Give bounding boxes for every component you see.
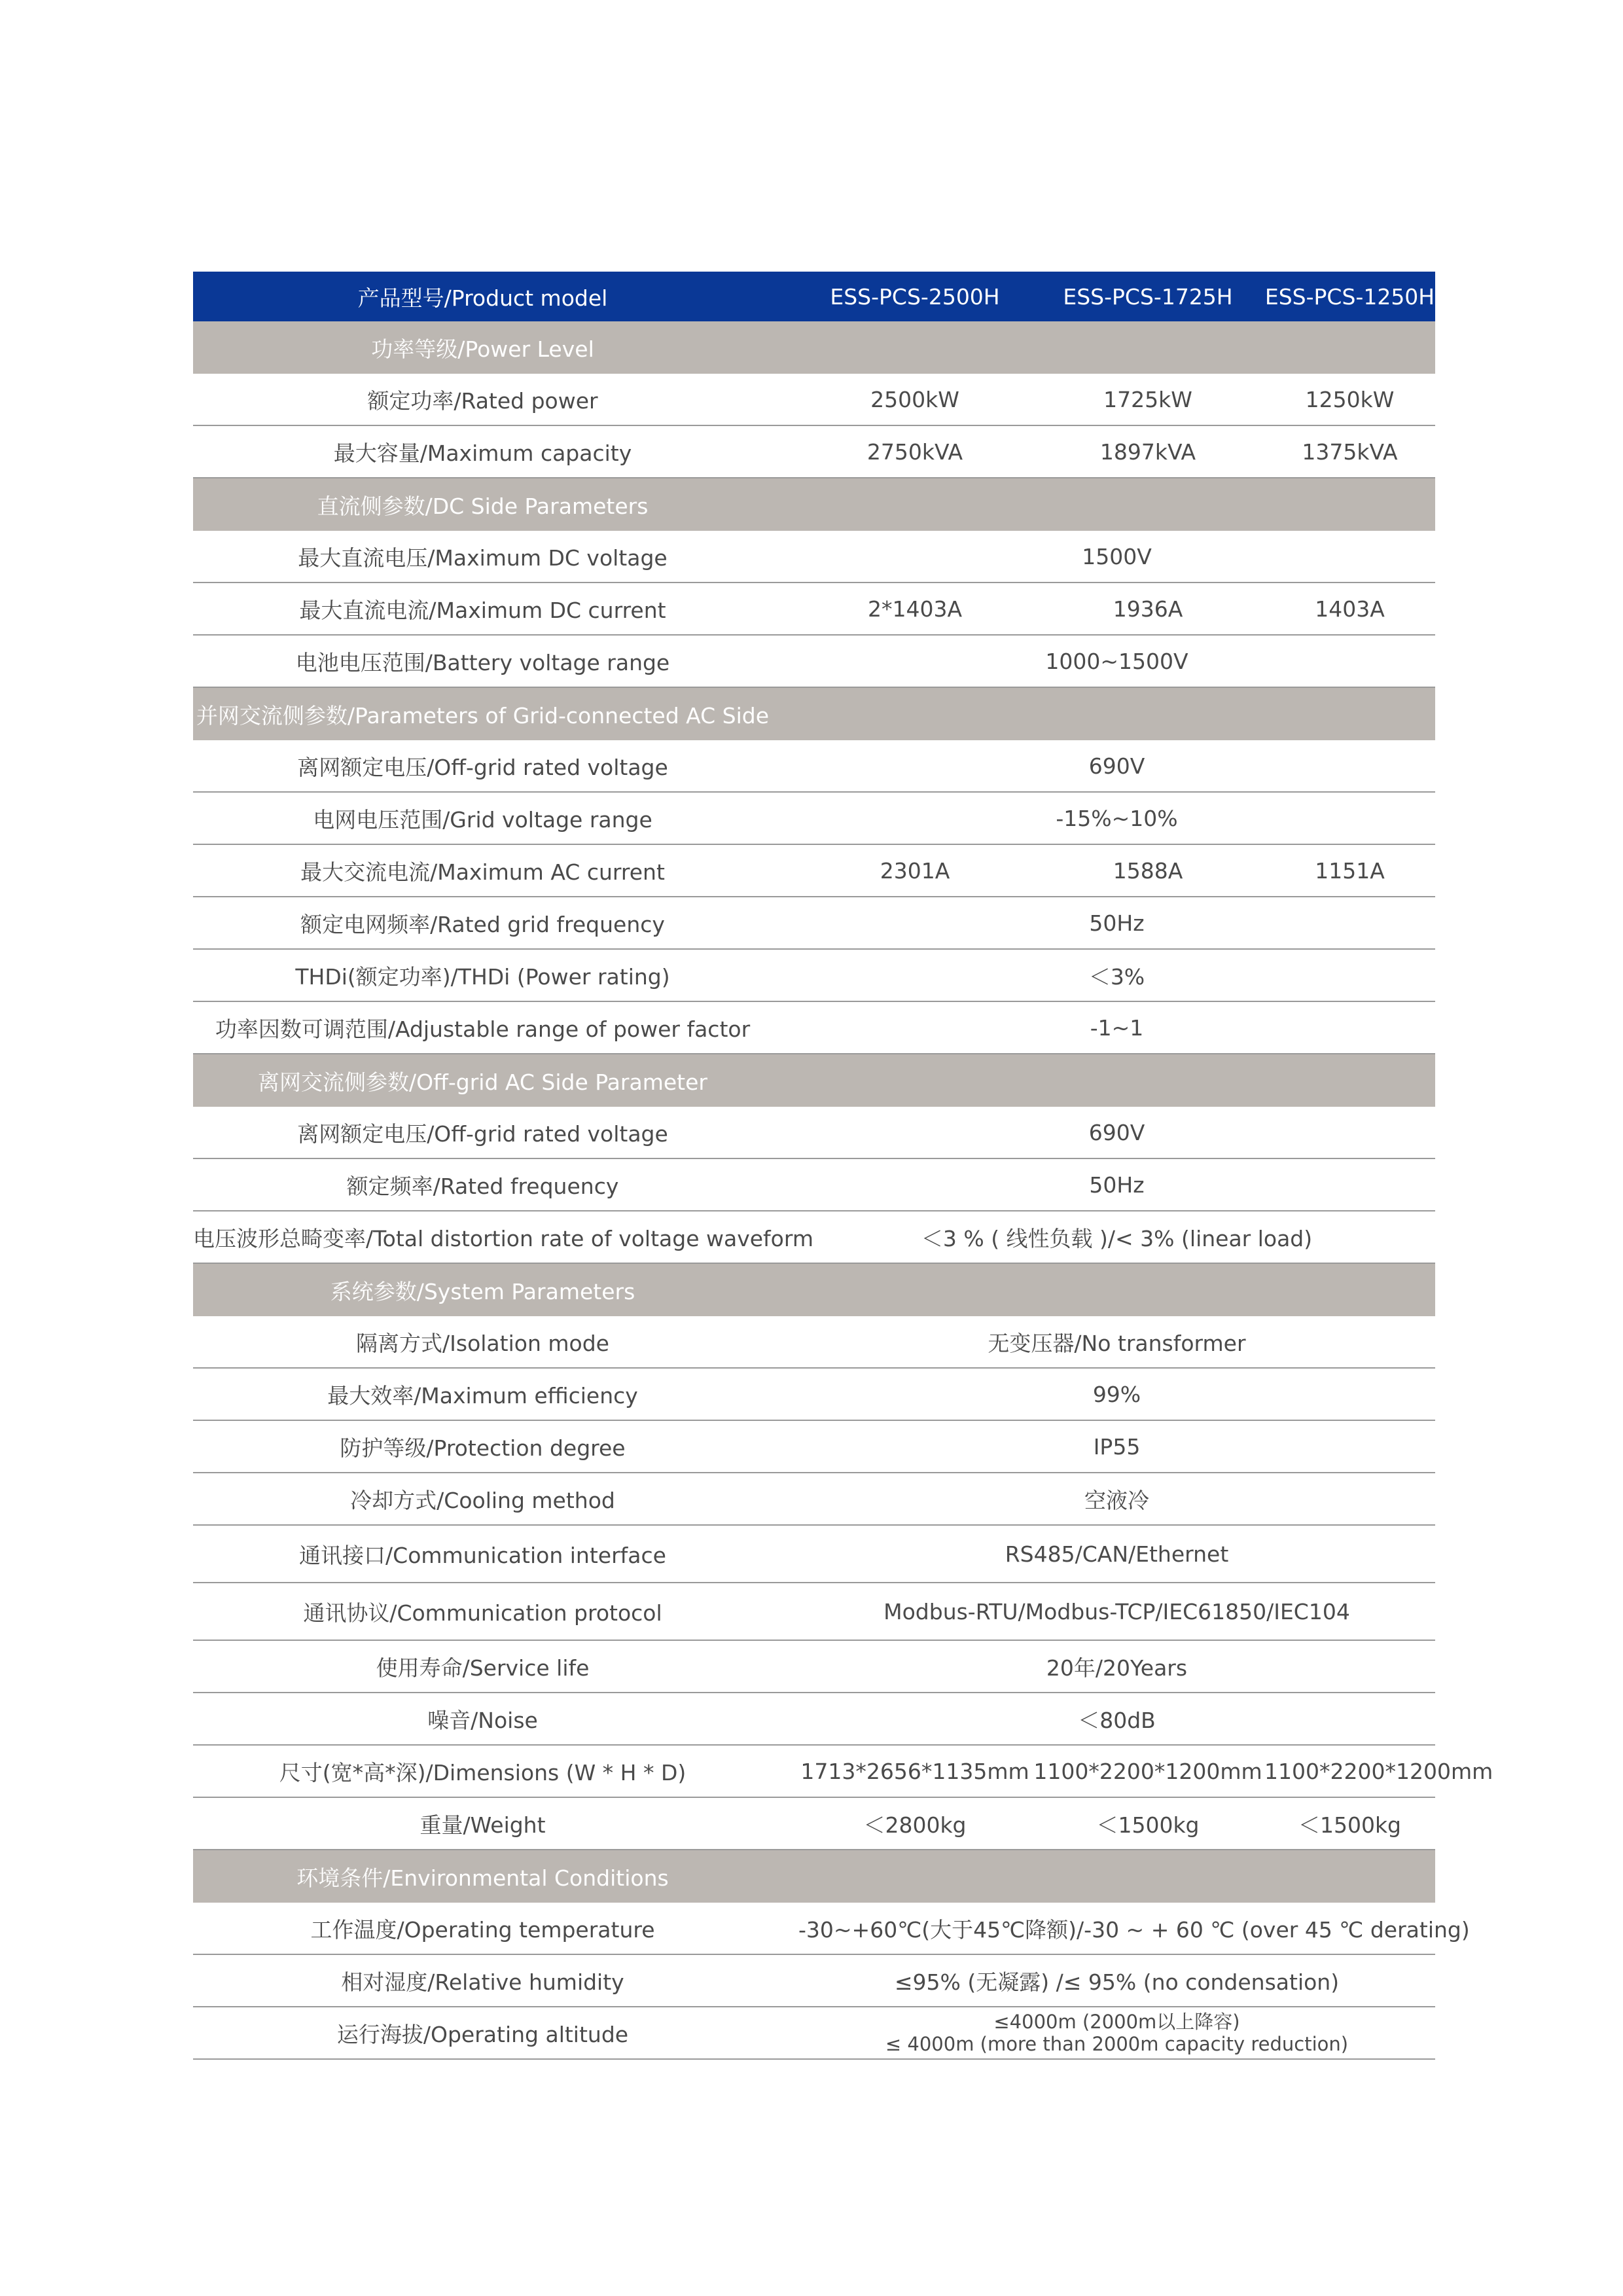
row-label: 冷却方式/Cooling method <box>350 1487 615 1513</box>
row-label: 运行海拔/Operating altitude <box>336 2021 629 2047</box>
table-row <box>193 531 1435 583</box>
row-value-shared: 50Hz <box>1089 910 1145 936</box>
table-row <box>193 1641 1435 1693</box>
row-label: 通讯接口/Communication interface <box>299 1542 666 1568</box>
table-row <box>193 2007 1435 2060</box>
row-value-3: ＜1500kg <box>1298 1812 1402 1838</box>
row-label: 离网额定电压/Off-grid rated voltage <box>297 754 668 780</box>
header-product-model-label: 产品型号/Product model <box>357 285 608 311</box>
row-label: 额定频率/Rated frequency <box>346 1173 619 1199</box>
row-value-1: 1713*2656*1135mm <box>800 1758 1029 1784</box>
table-row <box>193 1955 1435 2007</box>
row-label: 隔离方式/Isolation mode <box>356 1330 609 1356</box>
specification-table <box>193 272 1493 2060</box>
table-row <box>193 1159 1435 1211</box>
table-row <box>193 583 1435 636</box>
section-grid-ac-side <box>193 688 1435 740</box>
row-label: 最大交流电流/Maximum AC current <box>300 859 665 885</box>
row-value-shared: ＜80dB <box>1078 1707 1156 1733</box>
row-label: 工作温度/Operating temperature <box>310 1916 655 1943</box>
row-label: 尺寸(宽*高*深)/Dimensions (W * H * D) <box>279 1759 687 1785</box>
row-value-shared: Modbus-RTU/Modbus-TCP/IEC61850/IEC104 <box>883 1598 1350 1624</box>
row-value-shared: 50Hz <box>1089 1172 1145 1198</box>
altitude-line-2: ≤ 4000m (more than 2000m capacity reduction) <box>885 2033 1349 2055</box>
row-value-shared <box>798 2011 1435 2055</box>
table-row <box>193 897 1435 950</box>
row-label: 使用寿命/Service life <box>376 1655 590 1681</box>
row-label: 通讯协议/Communication protocol <box>303 1600 662 1626</box>
row-label: 最大直流电压/Maximum DC voltage <box>298 545 668 571</box>
row-value-shared: ≤95% (无凝露) /≤ 95% (no condensation) <box>894 1969 1340 1995</box>
row-value-shared: 690V <box>1088 753 1145 779</box>
row-value-shared: 20年/20Years <box>1046 1655 1188 1681</box>
row-value-shared: RS485/CAN/Ethernet <box>1005 1541 1229 1567</box>
row-label: 电池电压范围/Battery voltage range <box>295 649 670 675</box>
row-label: 额定电网频率/Rated grid frequency <box>300 911 665 937</box>
header-model-1: ESS-PCS-2500H <box>830 283 1000 310</box>
section-system <box>193 1264 1435 1316</box>
row-value-shared: -30~+60℃(大于45℃降额)/-30 ~ + 60 ℃ (over 45 ℃ derating) <box>798 1916 1470 1943</box>
section-title: 离网交流侧参数/Off-grid AC Side Parameter <box>258 1069 707 1095</box>
section-offgrid-ac-side <box>193 1054 1435 1107</box>
section-environment <box>193 1850 1435 1903</box>
row-label: 最大效率/Maximum efficiency <box>327 1382 638 1408</box>
table-row <box>193 1211 1435 1264</box>
table-header-row <box>193 272 1435 321</box>
row-value-shared: 空液冷 <box>1084 1487 1149 1513</box>
header-model-3: ESS-PCS-1250H <box>1264 283 1435 310</box>
table-row <box>193 950 1435 1002</box>
row-label: 防护等级/Protection degree <box>340 1435 626 1461</box>
row-value-1: ＜2800kg <box>863 1812 967 1838</box>
table-row <box>193 636 1435 688</box>
section-power-level <box>193 321 1435 374</box>
row-value-1: 2500kW <box>870 386 959 412</box>
table-row <box>193 1369 1435 1421</box>
row-label: 最大直流电流/Maximum DC current <box>299 597 666 623</box>
section-title: 功率等级/Power Level <box>371 336 594 362</box>
table-row <box>193 1316 1435 1369</box>
row-value-shared: IP55 <box>1093 1433 1141 1460</box>
row-value-2: 1936A <box>1113 596 1183 622</box>
row-label: 电网电压范围/Grid voltage range <box>313 806 652 833</box>
row-label: 噪音/Noise <box>427 1707 538 1733</box>
table-row <box>193 1473 1435 1526</box>
row-value-3: 1403A <box>1315 596 1385 622</box>
row-value-3: 1250kW <box>1305 386 1395 412</box>
row-value-shared: -1~1 <box>1090 1014 1144 1041</box>
section-title: 并网交流侧参数/Parameters of Grid-connected AC Side <box>196 702 770 728</box>
table-row <box>193 740 1435 793</box>
row-label: 电压波形总畸变率/Total distortion rate of voltage waveform <box>193 1225 813 1251</box>
row-value-1: 2*1403A <box>867 596 963 622</box>
table-row <box>193 426 1435 478</box>
row-label: 额定功率/Rated power <box>367 387 598 414</box>
table-row <box>193 845 1435 897</box>
row-label: 重量/Weight <box>419 1812 546 1838</box>
row-value-shared: 无变压器/No transformer <box>988 1330 1246 1356</box>
row-value-2: 1100*2200*1200mm <box>1033 1758 1262 1784</box>
row-value-1: 2750kVA <box>866 439 963 465</box>
table-row <box>193 1002 1435 1054</box>
section-title: 直流侧参数/DC Side Parameters <box>317 493 649 519</box>
table-row <box>193 1421 1435 1473</box>
row-label: 功率因数可调范围/Adjustable range of power factor <box>215 1016 751 1042</box>
row-value-3: 1100*2200*1200mm <box>1264 1758 1493 1784</box>
table-row <box>193 793 1435 845</box>
row-label: THDi(额定功率)/THDi (Power rating) <box>295 963 670 990</box>
table-row <box>193 1746 1493 1798</box>
altitude-line-1: ≤4000m (2000m以上降容) <box>993 2011 1240 2033</box>
row-value-shared: ＜3 % ( 线性负载 )/< 3% (linear load) <box>921 1225 1313 1251</box>
row-value-3: 1151A <box>1315 857 1385 884</box>
row-value-3: 1375kVA <box>1302 439 1398 465</box>
row-label: 最大容量/Maximum capacity <box>333 440 632 466</box>
table-row <box>193 1693 1435 1746</box>
table-row <box>193 1903 1470 1955</box>
row-value-shared: 1000~1500V <box>1045 648 1188 674</box>
row-value-2: 1897kVA <box>1099 439 1196 465</box>
row-label: 离网额定电压/Off-grid rated voltage <box>297 1121 668 1147</box>
row-value-shared: 690V <box>1088 1119 1145 1145</box>
section-title: 系统参数/System Parameters <box>330 1278 635 1304</box>
row-value-shared: 99% <box>1092 1381 1141 1407</box>
row-value-2: 1588A <box>1113 857 1183 884</box>
row-value-1: 2301A <box>880 857 950 884</box>
table-row <box>193 1526 1435 1583</box>
table-row <box>193 1798 1435 1850</box>
table-row <box>193 374 1435 426</box>
row-value-shared: ＜3% <box>1088 963 1145 990</box>
row-value-2: 1725kW <box>1103 386 1192 412</box>
section-dc-side <box>193 478 1435 531</box>
row-value-shared: -15%~10% <box>1056 805 1178 831</box>
section-title: 环境条件/Environmental Conditions <box>296 1865 669 1891</box>
table-row <box>193 1107 1435 1159</box>
row-value-shared: 1500V <box>1082 543 1152 569</box>
row-value-2: ＜1500kg <box>1096 1812 1200 1838</box>
header-model-2: ESS-PCS-1725H <box>1063 283 1233 310</box>
row-label: 相对湿度/Relative humidity <box>341 1969 624 1995</box>
table-row <box>193 1583 1435 1641</box>
